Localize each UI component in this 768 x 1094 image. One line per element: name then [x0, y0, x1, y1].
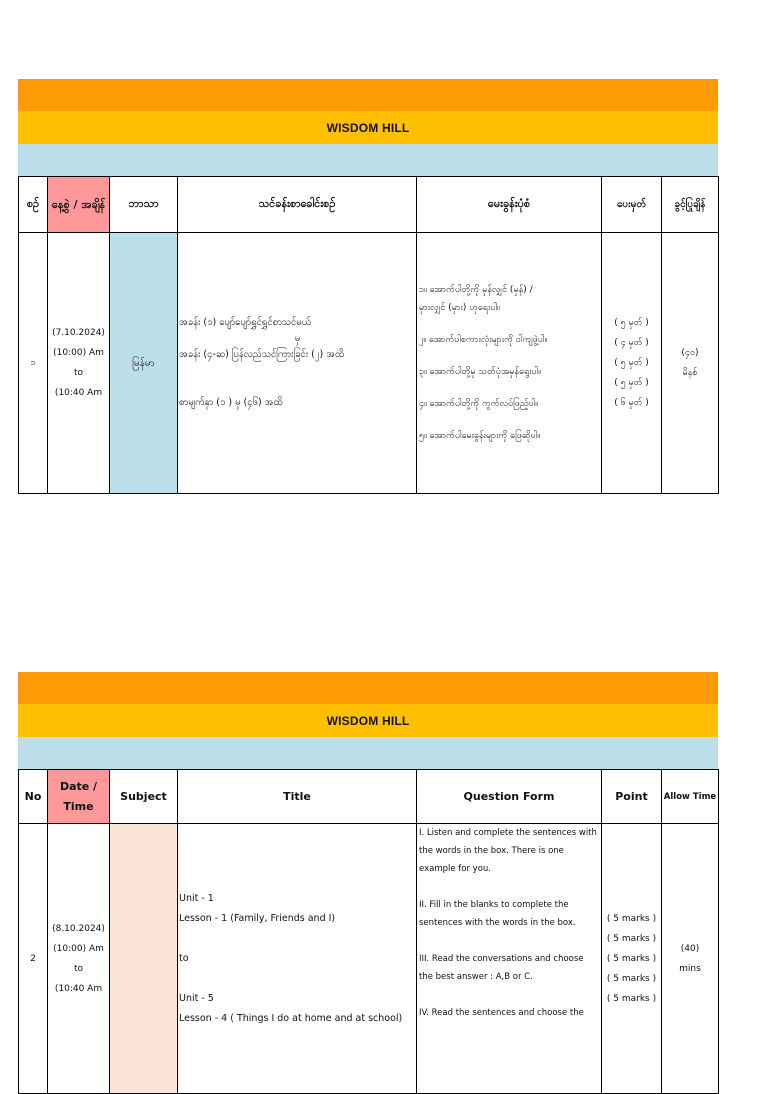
- row-no: 2: [19, 824, 48, 1094]
- allow-time-value: (၄၀): [681, 348, 699, 358]
- title-line: [179, 969, 416, 989]
- question-line: ၅။ အောက်ပါမေးခွန်းများကို ဖြေဆိုပါ။: [419, 431, 541, 441]
- header-time: Time: [63, 799, 94, 813]
- row-subject: မြန်မာ: [110, 233, 178, 494]
- row-no: ၁: [19, 233, 48, 494]
- title-line: စာမျက်နှာ (၁ ) မှ (၄၆) အထိ: [179, 397, 283, 408]
- point-value: ( ၅ မှတ် ): [614, 358, 649, 368]
- question-line: [419, 932, 599, 950]
- header-date-time: [48, 770, 110, 824]
- title-line: [179, 929, 416, 949]
- question-line: IV. Read the sentences and choose the: [419, 1008, 584, 1018]
- allow-time-unit: မိနစ်: [682, 368, 698, 378]
- header-subject: Subject: [110, 770, 178, 824]
- question-line: ၄။ အောက်ပါတို့ကို ကွက်လပ်ဖြည့်ပါ။: [419, 399, 539, 409]
- question-line: III. Read the conversations and choose: [419, 954, 584, 964]
- title-line: Unit - 5: [179, 992, 214, 1004]
- header-title: Title: [178, 770, 417, 824]
- header-row: [19, 177, 719, 233]
- orange-band: [18, 672, 718, 704]
- row-question-form: [417, 824, 602, 1094]
- point-value: ( 5 marks ): [606, 913, 657, 924]
- allow-time-value: (40): [680, 943, 700, 954]
- row-start-time: (10:00) Am: [53, 348, 104, 358]
- title-line: to: [179, 952, 189, 964]
- header-no: စဉ်: [19, 177, 48, 233]
- point-value: ( 5 marks ): [606, 933, 657, 944]
- point-value: ( 5 marks ): [606, 953, 657, 964]
- point-value: ( 5 marks ): [606, 993, 657, 1004]
- header-subject: ဘာသာ: [110, 177, 178, 233]
- question-line: [419, 413, 599, 427]
- header-no: No: [19, 770, 48, 824]
- question-line: I. Listen and complete the sentences with: [419, 828, 597, 838]
- header-title: သင်ခန်းစာခေါင်းစဉ်: [178, 177, 417, 233]
- question-line: the words in the box. There is one: [419, 846, 564, 856]
- point-value: ( 5 marks ): [606, 973, 657, 984]
- header-date: Date /: [59, 779, 98, 793]
- row-title: [178, 233, 417, 494]
- title-line: မှ: [294, 333, 301, 344]
- row-to: to: [73, 963, 84, 974]
- point-value: ( ၅ မှတ် ): [614, 318, 649, 328]
- question-line: sentences with the words in the box.: [419, 918, 576, 928]
- question-line: II. Fill in the blanks to complete the: [419, 900, 569, 910]
- header-row: [19, 770, 719, 824]
- row-date-time: [48, 824, 110, 1094]
- row-date-time: [48, 233, 110, 494]
- title-line: Lesson - 1 (Family, Friends and I): [179, 912, 336, 924]
- allow-time-unit: mins: [679, 963, 701, 974]
- point-value: ( ၆ မှတ် ): [614, 398, 649, 408]
- row-start-time: (10:00) Am: [53, 943, 104, 954]
- title-line: Unit - 1: [179, 892, 214, 904]
- header-allow-time: Allow Time: [662, 770, 719, 824]
- row-allow-time: [662, 233, 719, 494]
- schedule-table: [18, 769, 719, 1094]
- row-to: to: [73, 368, 84, 378]
- question-line: example for you.: [419, 864, 491, 874]
- question-line: ၃။ အောက်ပါတို့မှ သတ်ပုံအမှန်ရွေးပါ။: [419, 367, 541, 377]
- title-line: [179, 365, 416, 379]
- question-line: မှားလျှင် (မှား) ဟုရေးပါ။: [419, 303, 500, 313]
- table-row: [19, 824, 719, 1094]
- schedule-table: [18, 176, 719, 494]
- point-value: ( ၅ မှတ် ): [614, 378, 649, 388]
- school-banner: [18, 111, 718, 144]
- row-points: [602, 233, 662, 494]
- row-subject: [110, 824, 178, 1094]
- header-question-form: Question Form: [417, 770, 602, 824]
- header-point: ပေးမှတ်: [602, 177, 662, 233]
- row-end-time: (10:40 Am: [54, 983, 103, 994]
- question-line: [419, 349, 599, 363]
- title-line: အခန်း (၄-ဆ) ပြန်လည်သင်ကြားခြင်း (၂) အထိ: [179, 349, 345, 360]
- title-line: [179, 379, 416, 393]
- row-date: (8.10.2024): [52, 923, 105, 934]
- point-value: ( ၄ မှတ် ): [614, 338, 649, 348]
- school-name: WISDOM HILL: [326, 713, 410, 728]
- exam-sheet-myanmar: [18, 79, 718, 494]
- header-question-form: မေးခွန်းပုံစံ: [417, 177, 602, 233]
- question-line: [419, 986, 599, 1004]
- row-title: [178, 824, 417, 1094]
- header-point: Point: [602, 770, 662, 824]
- question-line: ၁။ အောက်ပါတို့ကို မှန်လျှင် (မှန်) /: [419, 285, 533, 295]
- orange-band: [18, 79, 718, 111]
- question-line: [419, 878, 599, 896]
- title-line: Lesson - 4 ( Things I do at home and at school): [179, 1012, 403, 1024]
- row-points: [602, 824, 662, 1094]
- table-row: [19, 233, 719, 494]
- blue-band: [18, 144, 718, 176]
- row-question-form: [417, 233, 602, 494]
- school-banner: [18, 704, 718, 737]
- question-line: [419, 317, 599, 331]
- blue-band: [18, 737, 718, 769]
- row-end-time: (10:40 Am: [54, 388, 103, 398]
- header-date-time: နေ့စွဲ / အချိန်: [48, 177, 110, 233]
- title-line: အခန်း (၁) ပျော်ပျော်ရွှင်ရွှင်စာသင်မယ်: [179, 317, 311, 328]
- question-line: [419, 381, 599, 395]
- exam-sheet-english: [18, 672, 718, 1094]
- question-line: the best answer : A,B or C.: [419, 972, 533, 982]
- row-date: (7.10.2024): [52, 328, 105, 338]
- header-allow-time: ခွင့်ပြုချိန်: [662, 177, 719, 233]
- row-allow-time: [662, 824, 719, 1094]
- question-line: ၂။ အောက်ပါစကားလုံးများကို ဝါကျဖွဲ့ပါ။: [419, 335, 548, 345]
- school-name: WISDOM HILL: [326, 120, 410, 135]
